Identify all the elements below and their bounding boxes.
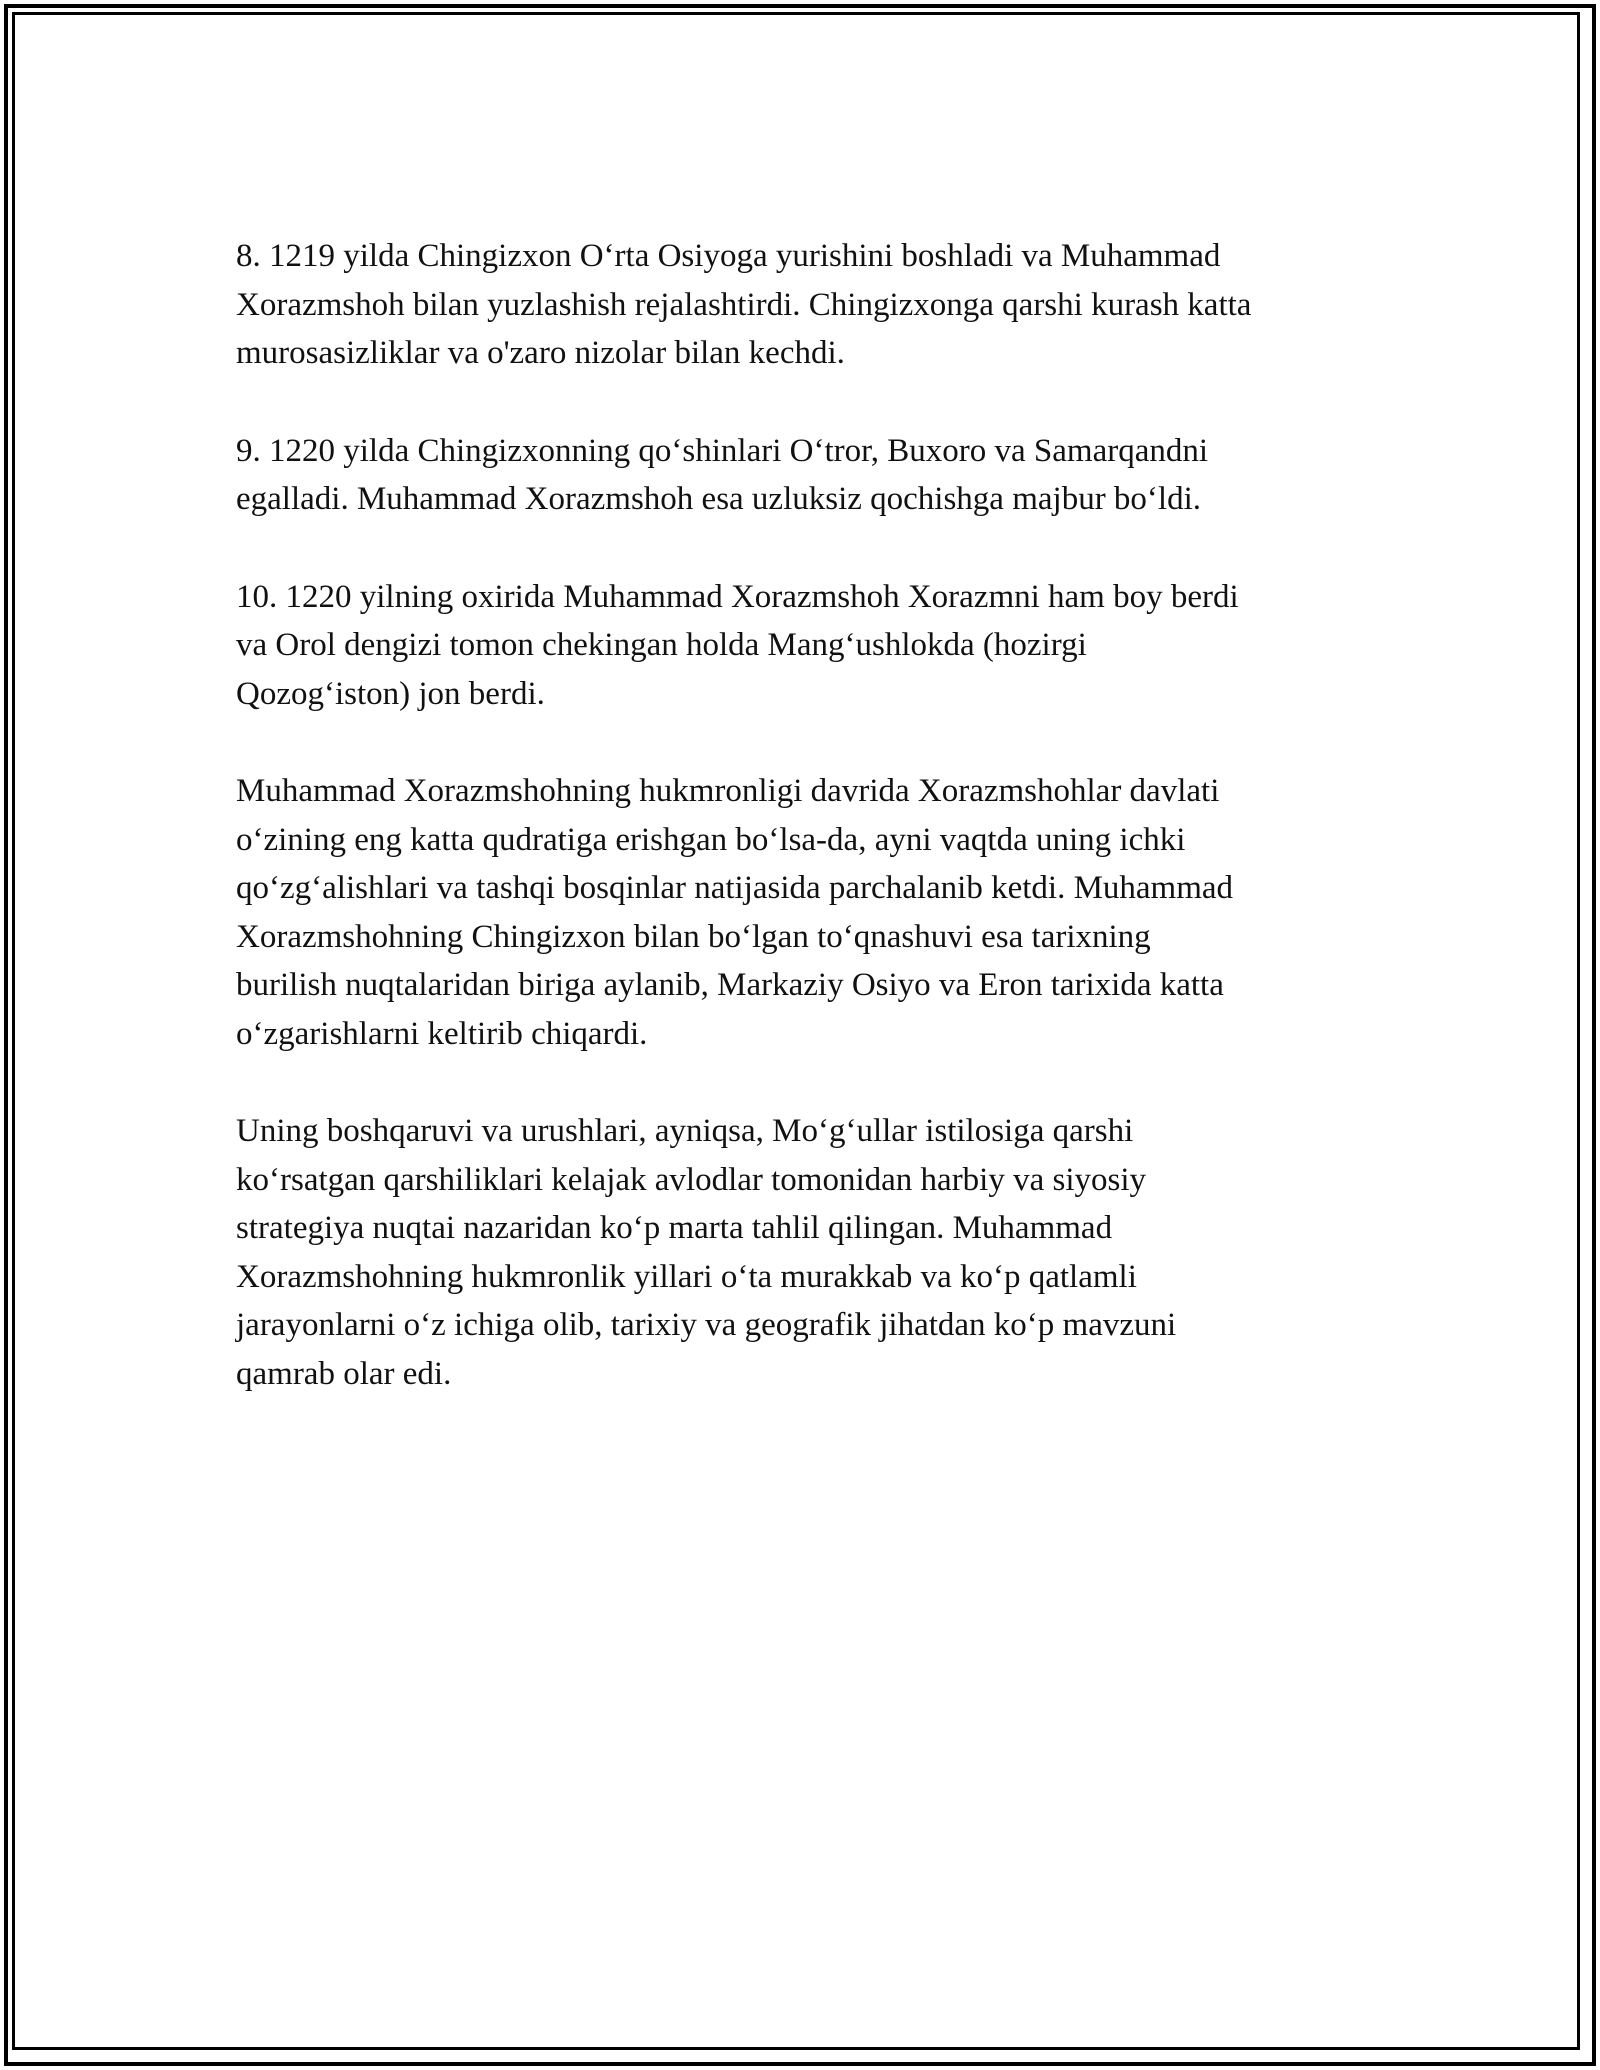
text-line: egalladi. Muhammad Xorazmshoh esa uzluksiz qochishga majbur bo‘ldi. [236,481,1202,517]
text-line: ko‘rsatgan qarshiliklari kelajak avlodlar tomonidan harbiy va siyosiy [236,1161,1147,1198]
paragraph-item-9 [236,427,1376,524]
text-line: qamrab olar edi. [236,1355,452,1392]
text-line: va Orol dengizi tomon chekingan holda Mang‘ushlokda (hozirgi [236,627,1087,663]
text-line: o‘zgarishlarni keltirib chiqardi. [236,1015,648,1052]
text-line: Xorazmshohning hukmronlik yillari o‘ta murakkab va ko‘p qatlamli [236,1258,1137,1295]
text-line: Uning boshqaruvi va urushlari, ayniqsa, Mo‘g‘ullar istilosiga qarshi [236,1113,1134,1149]
text-line: murosasizliklar va o'zaro nizolar bilan kechdi. [236,335,845,371]
paragraph-summary [236,767,1376,1058]
text-line: o‘zining eng katta qudratiga erishgan bo‘lsa-da, ayni vaqtda uning ichki [236,821,1186,858]
text-line: jarayonlarni o‘z ichiga olib, tarixiy va geografik jihatdan ko‘p mavzuni [236,1307,1177,1343]
document-body [236,232,1376,1447]
text-line: Xorazmshoh bilan yuzlashish rejalashtirdi. Chingizxonga qarshi kurash katta [236,286,1252,323]
text-line: Qozog‘iston) jon berdi. [236,675,545,712]
text-line: 10. 1220 yilning oxirida Muhammad Xorazmshoh Xorazmni ham boy berdi [236,578,1239,615]
paragraph-legacy [236,1107,1376,1398]
text-line: Muhammad Xorazmshohning hukmronligi davrida Xorazmshohlar davlati [236,773,1220,809]
text-line: 8. 1219 yilda Chingizxon O‘rta Osiyoga yurishini boshladi va Muhammad [236,238,1221,274]
paragraph-item-8 [236,232,1376,378]
text-line: Xorazmshohning Chingizxon bilan bo‘lgan to‘qnashuvi esa tarixning [236,918,1151,955]
text-line: 9. 1220 yilda Chingizxonning qo‘shinlari O‘tror, Buxoro va Samarqandni [236,432,1209,469]
text-line: strategiya nuqtai nazaridan ko‘p marta tahlil qilingan. Muhammad [236,1210,1113,1246]
paragraph-item-10 [236,573,1376,719]
text-line: qo‘zg‘alishlari va tashqi bosqinlar natijasida parchalanib ketdi. Muhammad [236,870,1234,906]
text-line: burilish nuqtalaridan biriga aylanib, Markaziy Osiyo va Eron tarixida katta [236,967,1224,1003]
